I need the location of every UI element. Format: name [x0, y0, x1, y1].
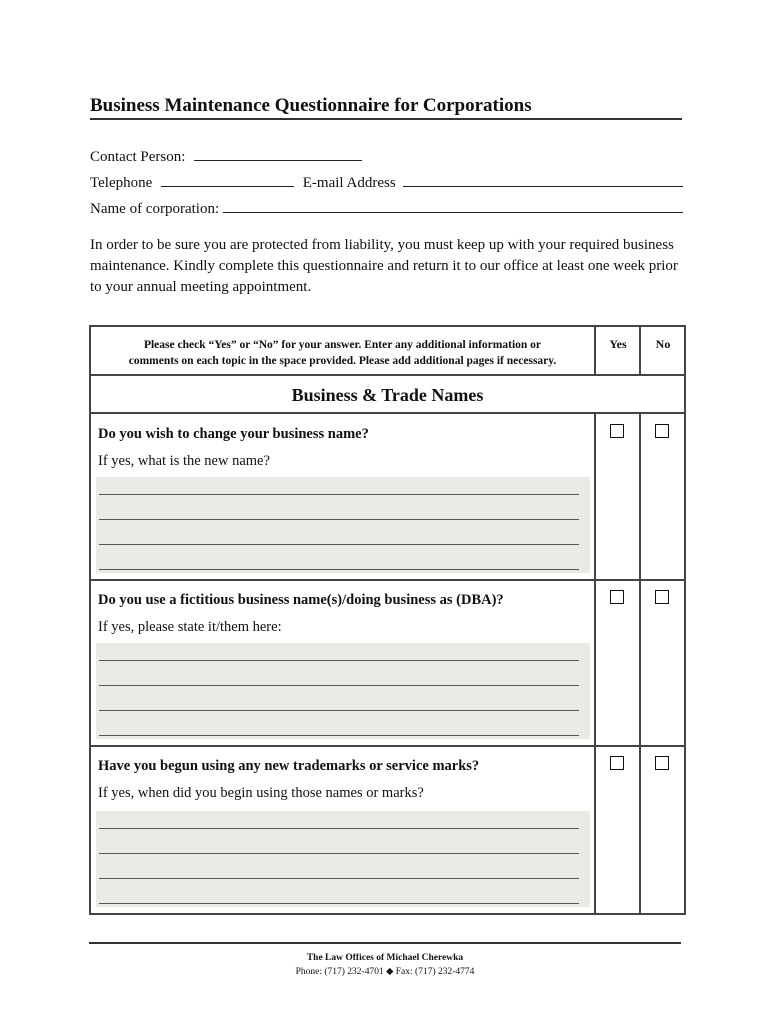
question-text: Do you wish to change your business name? [98, 426, 369, 442]
question-row [91, 581, 684, 747]
corporation-row [90, 197, 683, 218]
question-prompt: If yes, when did you begin using those names or marks? [98, 785, 424, 801]
column-divider [639, 327, 641, 376]
no-column-header: No [655, 337, 671, 351]
answer-area[interactable] [96, 477, 590, 573]
instructions [91, 337, 594, 369]
contact-person-field[interactable] [194, 145, 362, 161]
contact-person-row [90, 145, 362, 166]
column-divider [594, 327, 596, 376]
contact-person-label: Contact Person: [90, 149, 186, 165]
no-checkbox[interactable] [655, 424, 669, 438]
footer-rule [89, 942, 681, 944]
intro-paragraph: In order to be sure you are protected from liability, you must keep up with your required business maintenance. Kindly complete this questionnaire and return it to our office at least one week prior to your annual meeting appointment. [90, 237, 678, 295]
question-row [91, 747, 684, 913]
yes-column-header: Yes [609, 337, 627, 351]
answer-line [99, 853, 579, 854]
questionnaire-table [89, 325, 686, 915]
telephone-label: Telephone [90, 175, 153, 191]
answer-line [99, 544, 579, 545]
corporation-label: Name of corporation: [90, 201, 220, 217]
no-checkbox[interactable] [655, 756, 669, 770]
question-row [91, 414, 684, 581]
instructions-line-2: comments on each topic in the space provided. Please add additional pages if necessary. [128, 355, 557, 367]
footer-contact: Phone: (717) 232-4701 ◆ Fax: (717) 232-4774 [295, 967, 475, 977]
page-title: Business Maintenance Questionnaire for Corporations [90, 95, 682, 120]
instructions-line-1: Please check “Yes” or “No” for your answer. Enter any additional information or [143, 339, 542, 351]
yes-checkbox[interactable] [610, 590, 624, 604]
question-prompt: If yes, please state it/them here: [98, 619, 282, 635]
footer-firm-name: The Law Offices of Michael Cherewka [306, 953, 464, 963]
email-field[interactable] [403, 171, 683, 187]
answer-line [99, 878, 579, 879]
answer-line [99, 685, 579, 686]
corporation-field[interactable] [223, 197, 683, 213]
answer-line [99, 903, 579, 904]
answer-area[interactable] [96, 811, 590, 907]
answer-line [99, 519, 579, 520]
answer-line [99, 735, 579, 736]
answer-line [99, 494, 579, 495]
answer-line [99, 569, 579, 570]
telephone-email-row [90, 171, 683, 192]
no-checkbox[interactable] [655, 590, 669, 604]
section-title: Business & Trade Names [91, 376, 684, 414]
answer-area[interactable] [96, 643, 590, 739]
answer-line [99, 710, 579, 711]
question-text: Have you begun using any new trademarks or service marks? [98, 758, 480, 774]
yes-checkbox[interactable] [610, 424, 624, 438]
email-label: E-mail Address [302, 175, 396, 191]
telephone-field[interactable] [161, 171, 294, 187]
yes-checkbox[interactable] [610, 756, 624, 770]
question-prompt: If yes, what is the new name? [98, 453, 270, 469]
question-text: Do you use a fictitious business name(s)/doing business as (DBA)? [98, 592, 504, 608]
answer-line [99, 828, 579, 829]
answer-line [99, 660, 579, 661]
